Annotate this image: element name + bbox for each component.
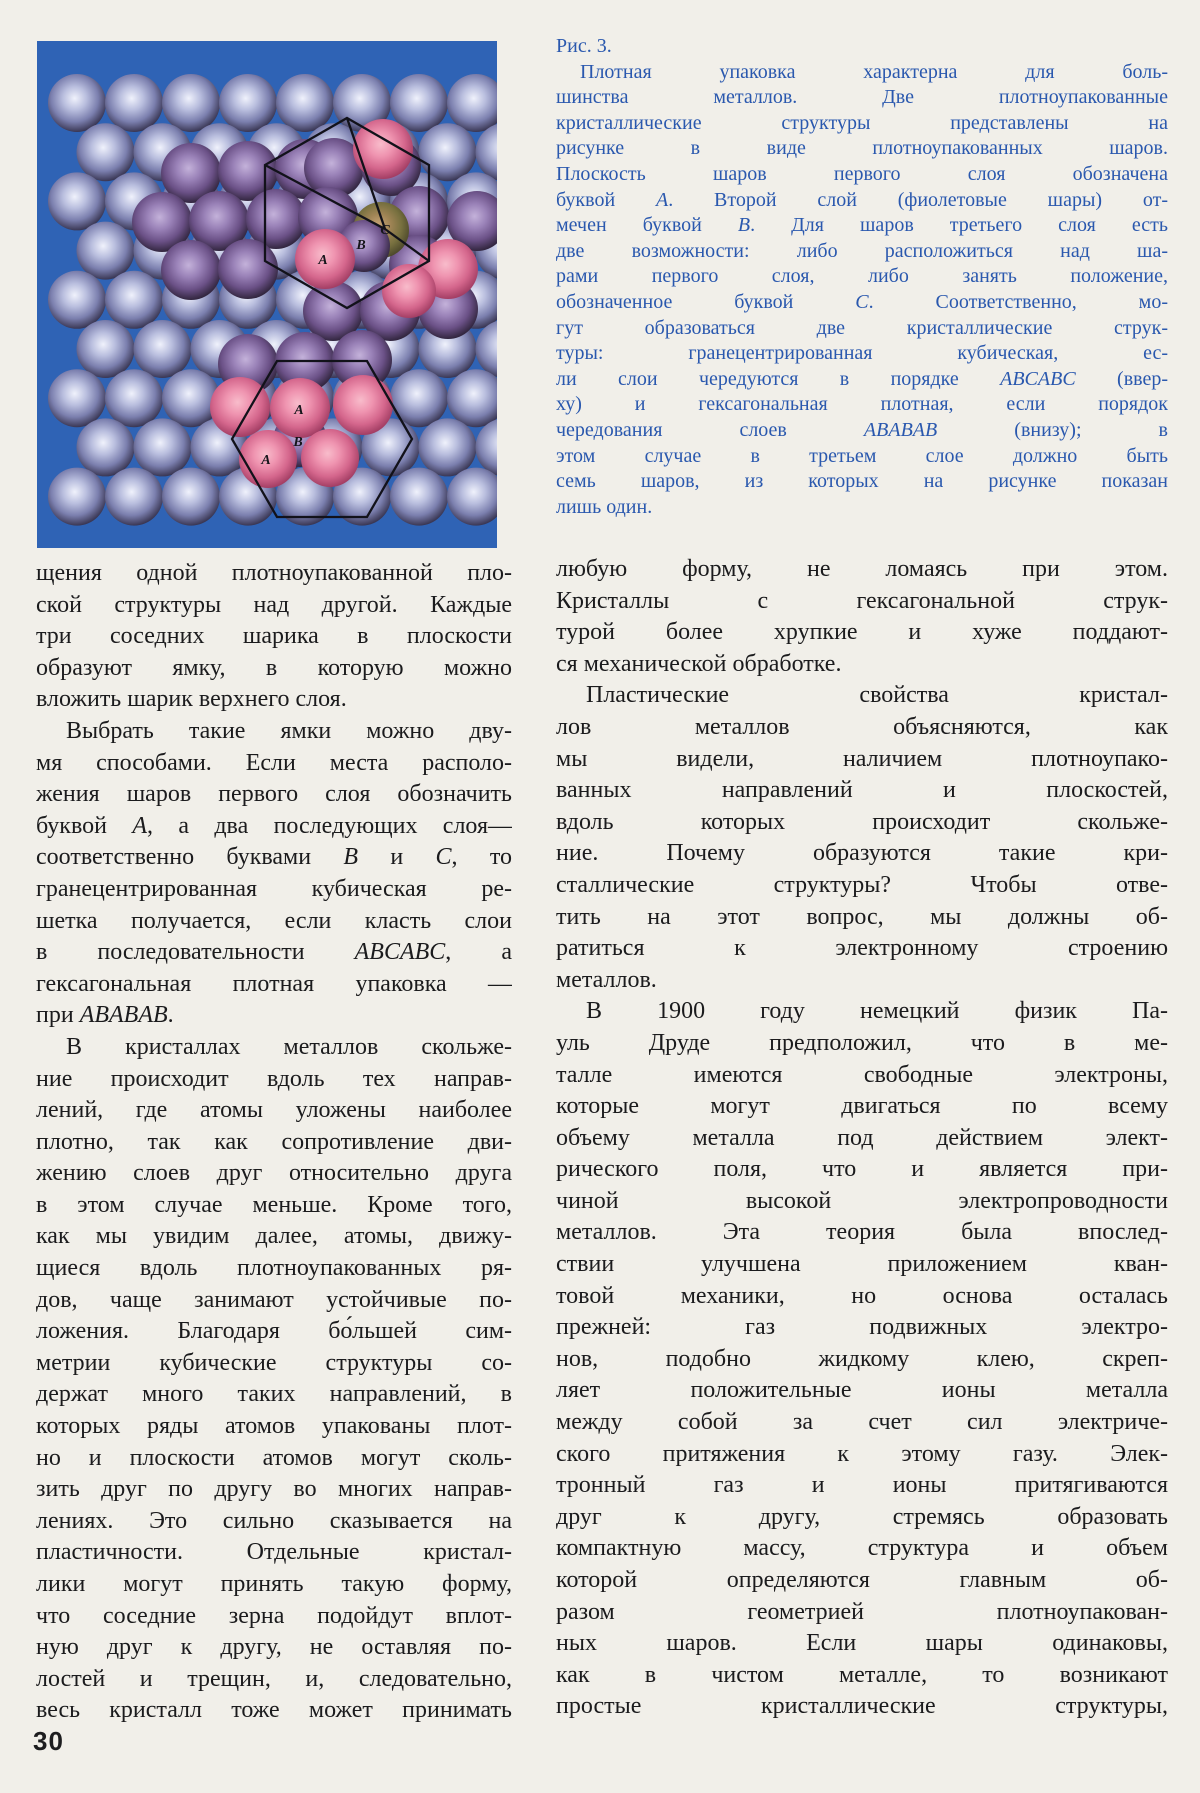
text-line: простые кристаллические структуры, [556, 1693, 1168, 1720]
close-packed-spheres-illustration [37, 41, 497, 548]
text-line: Плотная упаковка характерна для боль- [580, 60, 1168, 83]
figure-close-packing [37, 41, 497, 548]
text-line: пластичности. Отдельные кристал- [36, 1539, 512, 1566]
text-line: что соседние зерна подойдут вплот- [36, 1602, 512, 1629]
text-line: буквой A, а два последующих слоя— [36, 812, 512, 839]
blue-sphere [419, 123, 477, 181]
text-line: жения шаров первого слоя обозначить [36, 781, 512, 808]
text-line: ской структуры над другой. Каждые [36, 591, 512, 618]
text-line: ние. Почему образуются такие кри- [556, 840, 1168, 867]
figure-caption [556, 34, 1168, 520]
blue-sphere [48, 74, 106, 132]
text-line: шетка получается, если класть слои [36, 907, 512, 934]
text-line: дов, чаще занимают устойчивые по- [36, 1286, 512, 1313]
text-line: металлов. Эта теория была впослед- [556, 1219, 1168, 1246]
right-text-column [556, 554, 1168, 1723]
text-line: как в чистом металле, то возникают [556, 1661, 1168, 1688]
text-line: образуют ямку, в которую можно [36, 654, 512, 681]
blue-sphere [48, 468, 106, 526]
text-line: лишь один. [556, 495, 653, 518]
blue-sphere [48, 172, 106, 230]
pink-sphere [353, 119, 413, 179]
blue-sphere [390, 369, 448, 427]
text-line: вложить шарик верхнего слоя. [36, 686, 347, 713]
pink-sphere [301, 429, 359, 487]
text-line: лостей и трещин, и, следовательно, [36, 1665, 512, 1692]
text-line: щиеся вдоль плотноупакованных ря- [36, 1255, 512, 1282]
text-line: ского притяжения к этому газу. Элек- [556, 1440, 1168, 1467]
text-line: соответственно буквами B и C, то [36, 844, 512, 871]
text-line: Выбрать такие ямки можно дву- [66, 717, 512, 744]
text-line: разом геометрией плотноупакован- [556, 1598, 1168, 1625]
text-line: две возможности: либо расположиться над ша- [556, 239, 1168, 262]
text-line: Плоскость шаров первого слоя обозначена [556, 162, 1168, 185]
text-line: любую форму, не ломаясь при этом. [556, 556, 1168, 582]
text-line: В 1900 году немецкий физик Па- [586, 998, 1168, 1025]
text-line: обозначенное буквой C. Соответственно, мо- [556, 290, 1168, 313]
violet-sphere [161, 240, 221, 300]
text-line: гексагональная плотная упаковка — [36, 970, 512, 997]
text-line: мы видели, наличием плотноупако- [556, 745, 1168, 772]
text-line: которых ряды атомов упакованы плот- [36, 1413, 512, 1440]
blue-sphere [77, 418, 135, 476]
text-line: лов металлов объясняются, как [556, 713, 1168, 740]
text-line: плотно, так как сопротивление дви- [36, 1128, 512, 1155]
blue-sphere [419, 418, 477, 476]
text-line: ложения. Благодаря бо́льшей сим- [36, 1318, 512, 1345]
blue-sphere [77, 222, 135, 280]
blue-sphere [219, 74, 277, 132]
blue-sphere [105, 369, 163, 427]
blue-sphere [390, 468, 448, 526]
text-line: мечен буквой B. Для шаров третьего слоя есть [556, 214, 1168, 237]
text-line: ляет положительные ионы металла [556, 1377, 1168, 1404]
text-line: объему металла под действием элект- [556, 1124, 1168, 1151]
text-line: талле имеются свободные электроны, [556, 1061, 1168, 1088]
text-line: ние происходит вдоль тех направ- [36, 1065, 512, 1092]
text-line: жению слоев друг относительно друга [36, 1160, 512, 1187]
text-line: чередования слоев ABABAB (внизу); в [556, 418, 1168, 441]
text-line: ванных направлений и плоскостей, [556, 777, 1168, 804]
blue-sphere [105, 271, 163, 329]
text-line: но и плоскости атомов могут сколь- [36, 1444, 512, 1471]
text-line: в этом случае меньше. Кроме того, [36, 1191, 512, 1218]
text-line: между собой за счет сил электриче- [556, 1409, 1168, 1436]
violet-sphere [218, 239, 278, 299]
text-line: турой более хрупкие и хуже поддают- [556, 619, 1168, 646]
text-line: весь кристалл тоже может принимать [36, 1697, 512, 1724]
text-line: как мы увидим далее, атомы, движу- [36, 1223, 512, 1250]
text-line: щения одной плотноупакованной пло- [36, 560, 512, 586]
text-line: Кристаллы с гексагональной струк- [556, 587, 1168, 614]
blue-sphere [48, 369, 106, 427]
blue-sphere [134, 320, 192, 378]
page-number: 30 [33, 1726, 64, 1756]
blue-sphere [162, 74, 220, 132]
text-line: рами первого слоя, либо занять положение, [556, 265, 1168, 288]
text-line: ную друг к другу, не оставляя по- [36, 1634, 512, 1661]
text-line: Пластические свойства кристал- [586, 682, 1168, 709]
text-line: рического поля, что и является при- [556, 1156, 1168, 1183]
blue-sphere [105, 74, 163, 132]
text-line: туры: гранецентрированная кубическая, ес- [556, 342, 1168, 365]
pink-sphere [210, 377, 270, 437]
text-line: тронный газ и ионы притягиваются [556, 1472, 1168, 1499]
text-line: лики могут принять такую форму, [36, 1571, 512, 1597]
text-line: гут образоваться две кристаллические струк- [556, 316, 1168, 339]
text-line: зить друг по другу во многих направ- [36, 1476, 512, 1503]
text-line: ратиться к электронному строению [556, 935, 1168, 962]
text-line: в последовательности ABCABC, а [36, 939, 512, 966]
blue-sphere [162, 369, 220, 427]
blue-sphere [77, 123, 135, 181]
text-line: семь шаров, из которых на рисунке показан [556, 470, 1168, 493]
text-line: держат много таких направлений, в [36, 1381, 512, 1408]
text-line: сталлические структуры? Чтобы отве- [556, 871, 1168, 898]
text-line: ли слои чередуются в порядке ABCABC (ввер- [556, 367, 1168, 390]
text-line: металлов. [556, 966, 657, 993]
left-text-column [36, 558, 512, 1727]
text-line: буквой A. Второй слой (фиолетовые шары) от- [556, 188, 1168, 211]
text-line: которые могут двигаться по всему [556, 1093, 1168, 1120]
blue-sphere [134, 418, 192, 476]
text-line: вдоль которых происходит скольже- [556, 808, 1168, 835]
text-line: нов, подобно жидкому клею, скреп- [556, 1345, 1168, 1372]
text-line: товой механики, но основа осталась [556, 1282, 1168, 1309]
text-line: рисунке в виде плотноупакованных шаров. [556, 137, 1168, 160]
blue-sphere [105, 468, 163, 526]
sphere-label: B [293, 435, 303, 450]
pink-sphere [333, 375, 393, 435]
sphere-label: C [380, 223, 390, 238]
text-line: гранецентрированная кубическая ре- [36, 875, 512, 902]
text-line: лений, где атомы уложены наиболее [36, 1097, 512, 1124]
blue-sphere [162, 468, 220, 526]
text-line: этом случае в третьем слое должно быть [556, 444, 1168, 467]
text-line: мя способами. Если места располо- [36, 749, 512, 776]
blue-sphere [77, 320, 135, 378]
sphere-label: A [261, 453, 271, 468]
text-line: компактную массу, структура и объем [556, 1535, 1168, 1562]
blue-sphere [390, 74, 448, 132]
text-line: ных шаров. Если шары одинаковы, [556, 1630, 1168, 1657]
sphere-label: A [318, 253, 328, 268]
text-line: при ABABAB. [36, 1002, 174, 1029]
text-line: уль Друде предположил, что в ме- [556, 1029, 1168, 1056]
text-line: тить на этот вопрос, мы должны об- [556, 903, 1168, 930]
sphere-label: B [356, 238, 366, 253]
text-line: ся механической обработке. [556, 650, 842, 677]
text-line: шинства металлов. Две плотноупакованные [556, 86, 1168, 109]
text-line: В кристаллах металлов скольже- [66, 1033, 512, 1060]
sphere-label: A [294, 403, 304, 418]
blue-sphere [48, 271, 106, 329]
text-line: ствии улучшена приложением кван- [556, 1251, 1168, 1278]
text-line: чиной высокой электропроводности [556, 1187, 1168, 1214]
text-line: метрии кубические структуры со- [36, 1349, 512, 1376]
text-line: кристаллические структуры представлены на [556, 111, 1168, 134]
text-line: ху) и гексагональная плотная, если порядок [556, 393, 1168, 416]
text-line: Рис. 3. [556, 35, 612, 57]
text-line: три соседних шарика в плоскости [36, 623, 512, 650]
blue-sphere [276, 74, 334, 132]
text-line: лениях. Это сильно сказывается на [36, 1507, 512, 1534]
text-line: друг к другу, стремясь образовать [556, 1503, 1168, 1530]
text-line: прежней: газ подвижных электро- [556, 1314, 1168, 1341]
text-line: которой определяются главным об- [556, 1567, 1168, 1593]
